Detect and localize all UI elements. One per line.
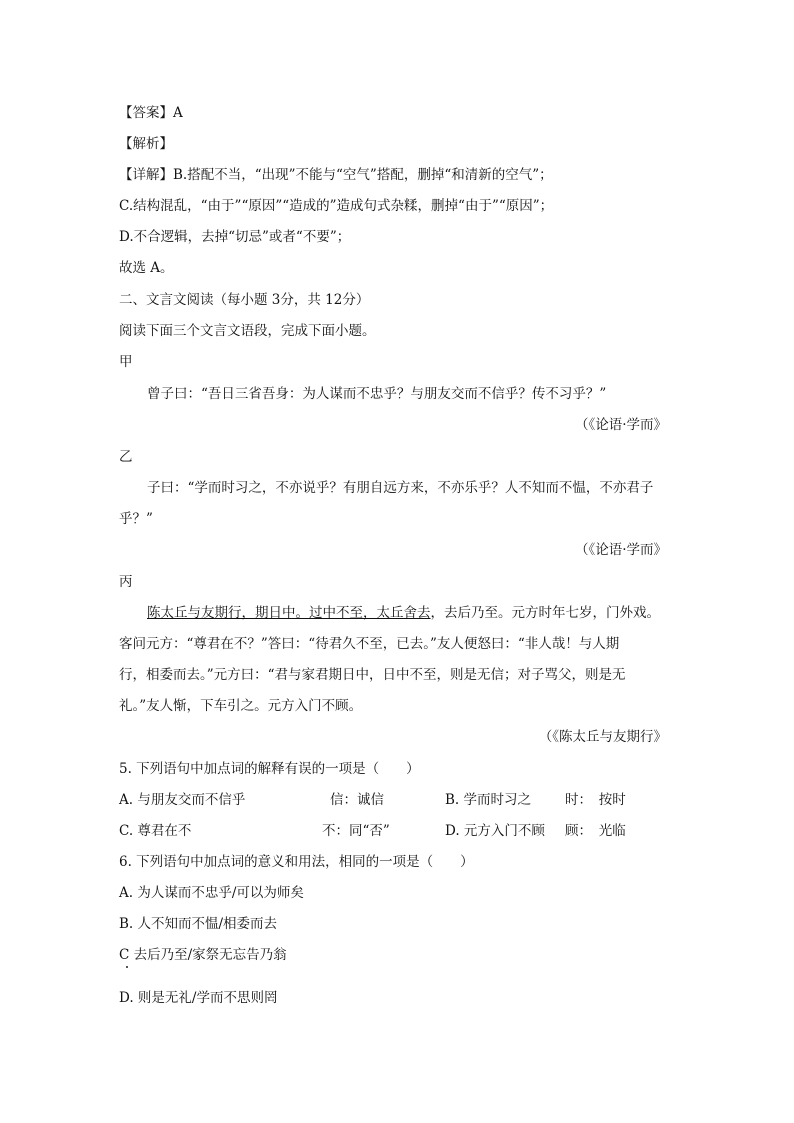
passage-b-line-2: 乎？”	[119, 511, 153, 527]
q6-option-a: A. 为人谋而不忠乎/可以为师矣	[119, 885, 304, 901]
passage-c-line-2: 客问元方：“尊君在不？”答曰：“待君久不至，已去。”友人便怒曰：“非人哉！与人期	[119, 636, 620, 652]
q6-option-d: D. 则是无礼/学而不思则罔	[119, 990, 278, 1006]
q5-gloss-c: 不：同“否”	[322, 823, 390, 839]
q5-gloss-b: 时： 按时	[565, 792, 626, 808]
analysis-detail-3: D.不合逻辑，去掉“切忌”或者“不要”；	[119, 229, 351, 245]
passage-b-label: 乙	[119, 449, 133, 465]
section-title: 二、文言文阅读（每小题 3分，共 12分）	[119, 292, 370, 308]
underlined-phrase: 陈太丘与友期行，期日中。过中不至，太丘舍去	[147, 605, 431, 621]
analysis-conclusion: 故选 A。	[119, 260, 174, 276]
passage-b-line-1: 子曰：“学而时习之，不亦说乎？有朋自远方来，不亦乐乎？人不知而不愠，不亦君子	[147, 480, 654, 496]
analysis-detail-1: 【详解】B.搭配不当，“出现”不能与“空气”搭配，删掉“和清新的空气”；	[119, 167, 553, 183]
q6-stem: 6. 下列语句中加点词的意义和用法，相同的一项是（ ）	[119, 854, 474, 870]
passage-a-label: 甲	[119, 354, 133, 370]
passage-a-source: （《论语·学而》	[574, 417, 667, 433]
stray-dot	[126, 966, 128, 968]
answer-line: 【答案】A	[119, 105, 183, 121]
q5-gloss-a: 信：诚信	[330, 792, 384, 808]
analysis-detail-2: C.结构混乱，“由于”“原因”“造成的”造成句式杂糅，删掉“由于”“原因”；	[119, 198, 554, 214]
q6-option-c: C 去后乃至/家祭无忘告乃翁	[119, 947, 287, 963]
q5-option-d: D. 元方入门不顾	[445, 823, 545, 839]
q6-option-b: B. 人不知而不愠/相委而去	[119, 916, 278, 932]
passage-c-label: 丙	[119, 574, 133, 590]
passage-a-text: 曾子曰：“吾日三省吾身：为人谋而不忠乎？与朋友交而不信乎？传不习乎？”	[147, 386, 607, 402]
passage-c-line-1	[147, 604, 660, 622]
q5-gloss-d: 顾： 光临	[565, 823, 626, 839]
passage-c-line-3: 行，相委而去。”元方曰：“君与家君期日中，日中不至，则是无信；对子骂父，则是无	[119, 667, 626, 683]
q5-stem: 5. 下列语句中加点词的解释有误的一项是（ ）	[119, 761, 420, 777]
passage-c-line-1-rest: ，去后乃至。元方时年七岁，门外戏。	[430, 605, 660, 621]
passage-c-source: （《陈太丘与友期行》	[538, 729, 667, 745]
section-instruction: 阅读下面三个文言文语段，完成下面小题。	[119, 323, 376, 339]
q5-option-c: C. 尊君在不	[119, 823, 192, 839]
q5-option-a: A. 与朋友交而不信乎	[119, 792, 246, 808]
passage-c-line-4: 礼。”友人惭，下车引之。元方入门不顾。	[119, 698, 363, 714]
passage-b-source: （《论语·学而》	[574, 542, 667, 558]
analysis-heading: 【解析】	[119, 136, 173, 152]
q5-option-b: B. 学而时习之	[445, 792, 532, 808]
